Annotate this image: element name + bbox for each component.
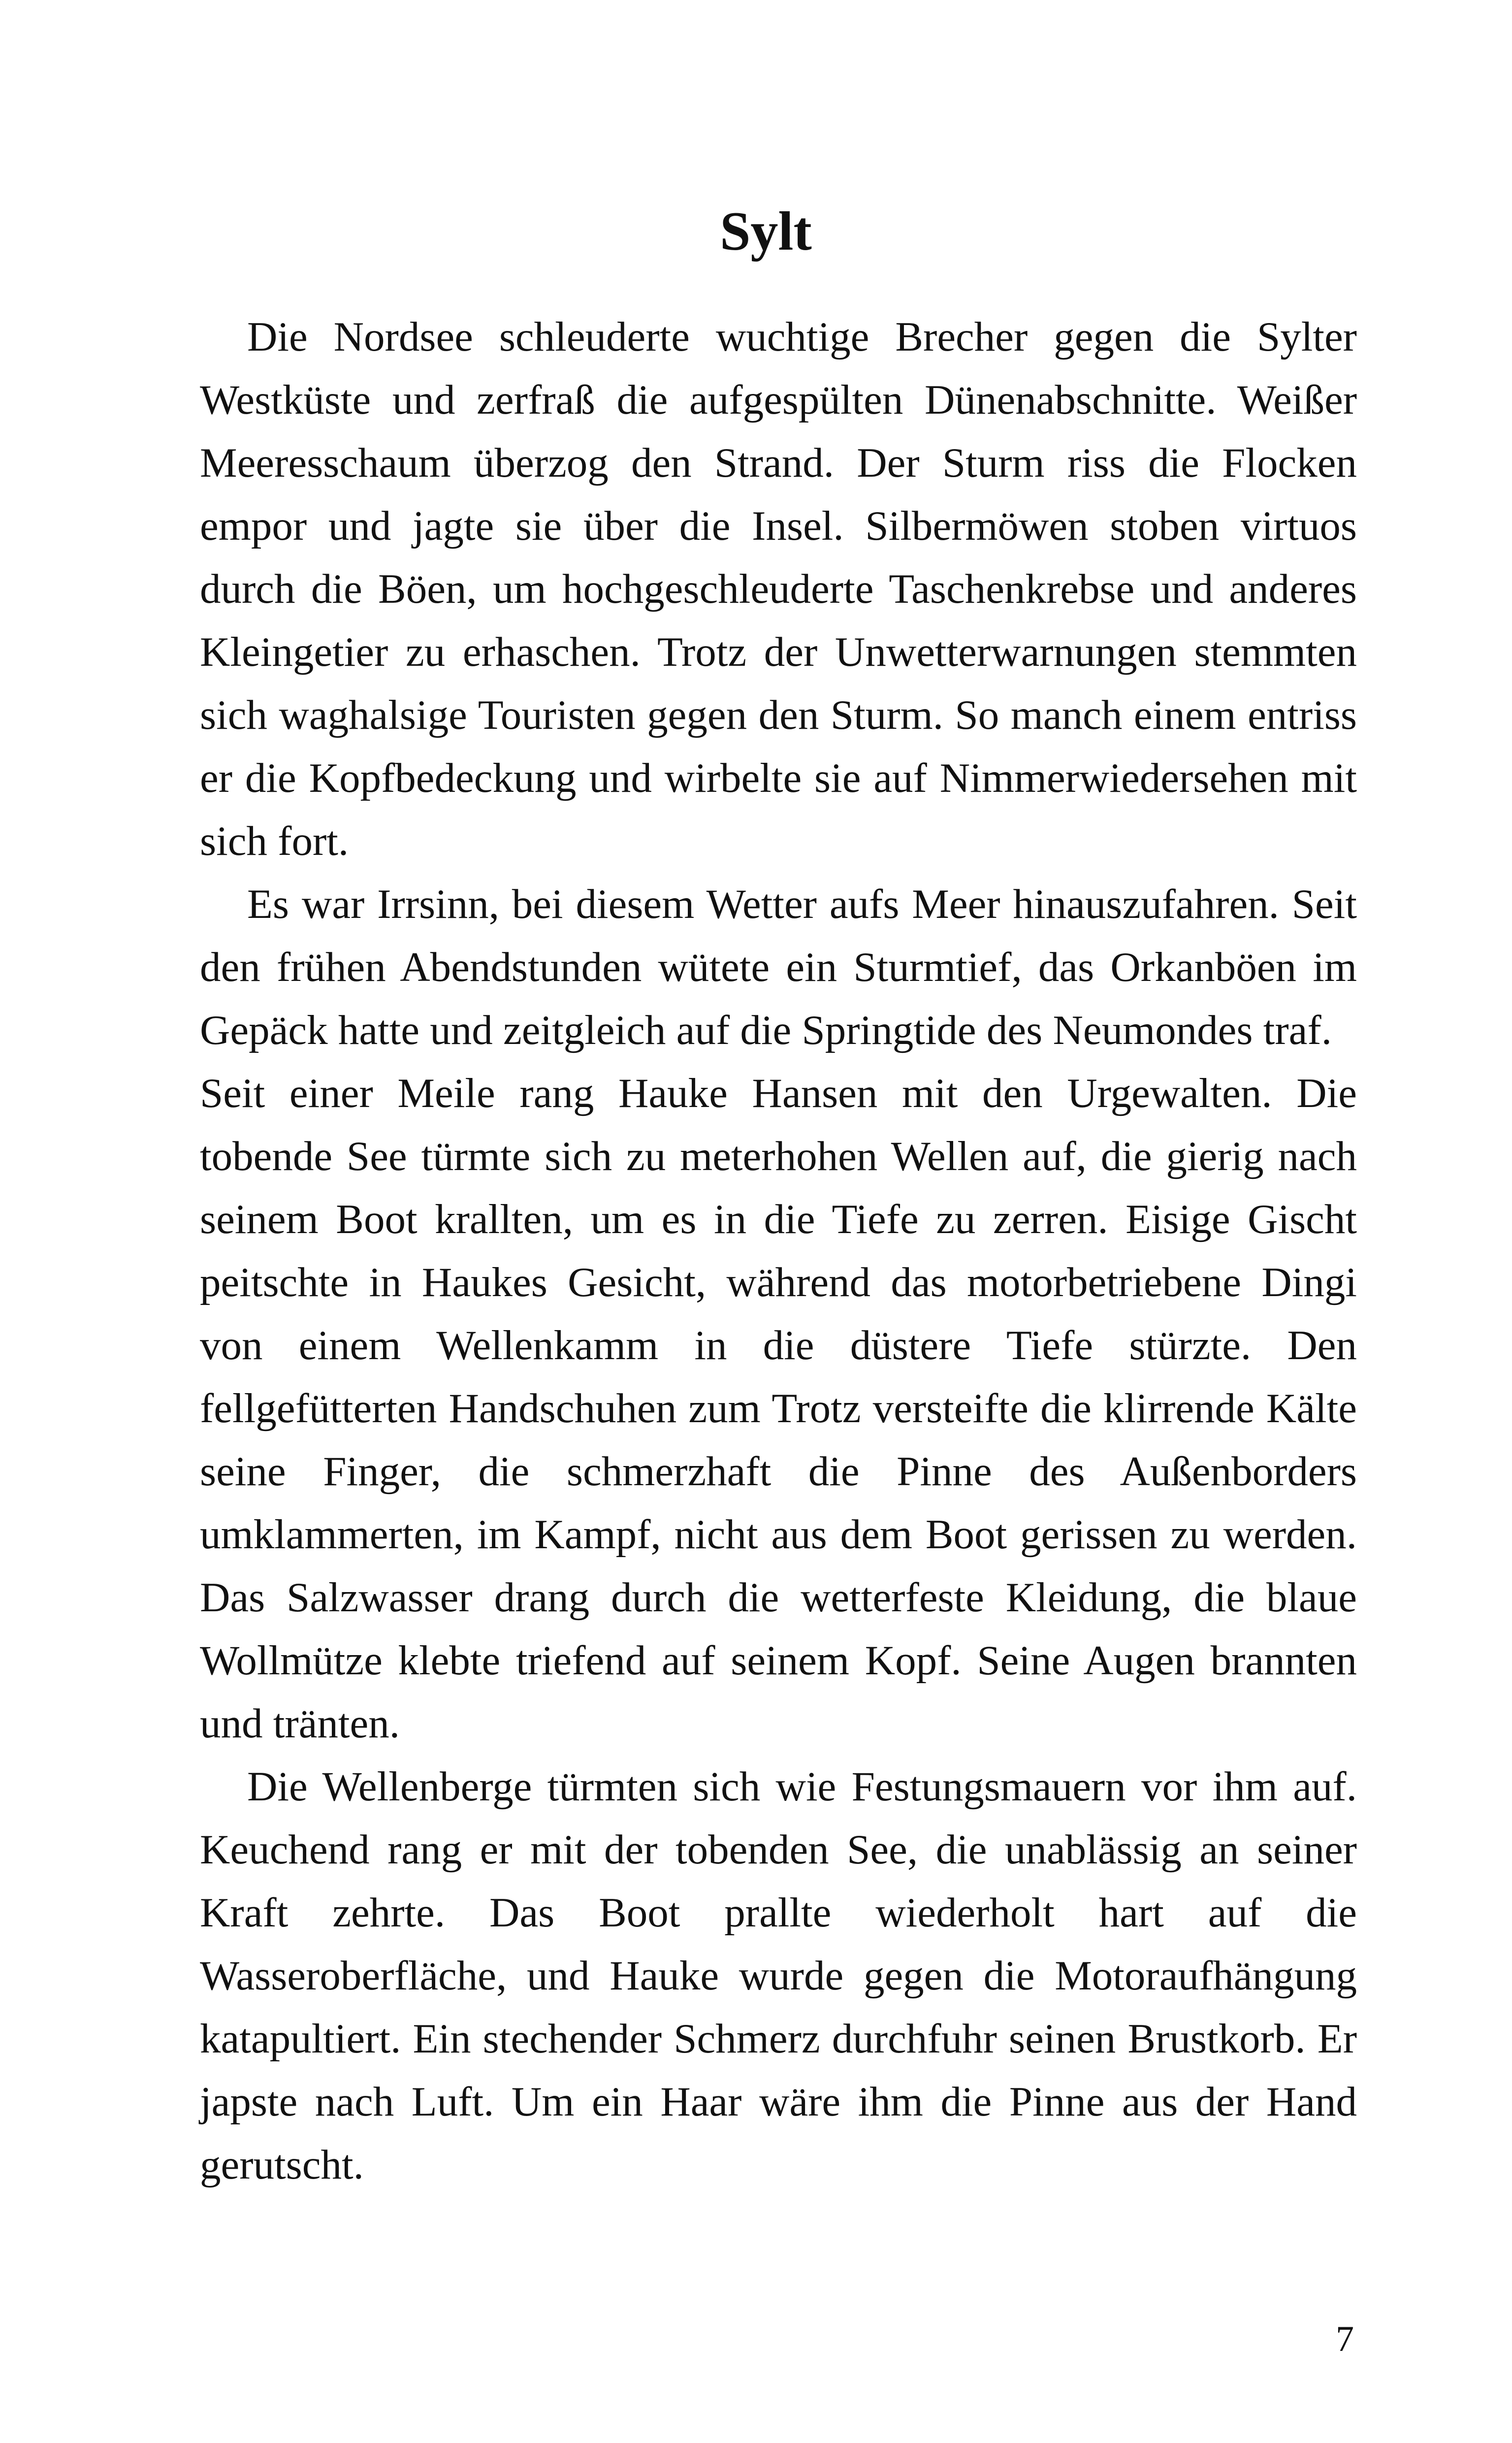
paragraph-1: Die Nordsee schleuderte wuchtige Brecher gegen die Sylter Westküste und zerfraß die aufgespülten Dünenabschnitte. Weißer Meeresschaum überzog den Strand. Der Sturm riss die Flocken empor und jagte sie über die Insel. Silbermöwen stoben virtuos durch die Böen, um hochgeschleuderte Taschenkrebse und anderes Kleingetier zu erhaschen. Trotz der Unwetterwarnungen stemmten sich waghalsige Touristen gegen den Sturm. So manch einem entriss er die Kopfbedeckung und wirbelte sie auf Nimmerwiedersehen mit sich fort.: [200, 314, 1357, 864]
body-text: [200, 305, 1357, 2196]
paragraph-4: Die Wellenberge türmten sich wie Festungsmauern vor ihm auf. Keuchend rang er mit der tobenden See, die unablässig an seiner Kraft zehrte. Das Boot prallte wiederholt hart auf die Wasseroberfläche, und Hauke wurde gegen die Motoraufhängung katapultiert. Ein stechender Schmerz durchfuhr seinen Brustkorb. Er japste nach Luft. Um ein Haar wäre ihm die Pinne aus der Hand gerutscht.: [200, 1763, 1357, 2188]
paragraph-3: Seit einer Meile rang Hauke Hansen mit den Urgewalten. Die tobende See türmte sich zu meterhohen Wellen auf, die gierig nach seinem Boot krallten, um es in die Tiefe zu zerren. Eisige Gischt peitschte in Haukes Gesicht, während das motorbetriebene Dingi von einem Wellenkamm in die düstere Tiefe stürzte. Den fellgefütterten Handschuhen zum Trotz versteifte die klirrende Kälte seine Finger, die schmerzhaft die Pinne des Außenborders umklammerten, im Kampf, nicht aus dem Boot gerissen zu werden. Das Salzwasser drang durch die wetterfeste Kleidung, die blaue Wollmütze klebte triefend auf seinem Kopf. Seine Augen brannten und tränten.: [200, 1070, 1357, 1747]
page-number: 7: [1336, 2319, 1354, 2359]
chapter-title: Sylt: [720, 201, 812, 262]
paragraph-2: Es war Irrsinn, bei diesem Wetter aufs Meer hinauszufahren. Seit den frühen Abendstunden wütete ein Sturmtief, das Orkanböen im Gepäck hatte und zeitgleich auf die Springtide des Neumondes traf.: [200, 881, 1357, 1053]
